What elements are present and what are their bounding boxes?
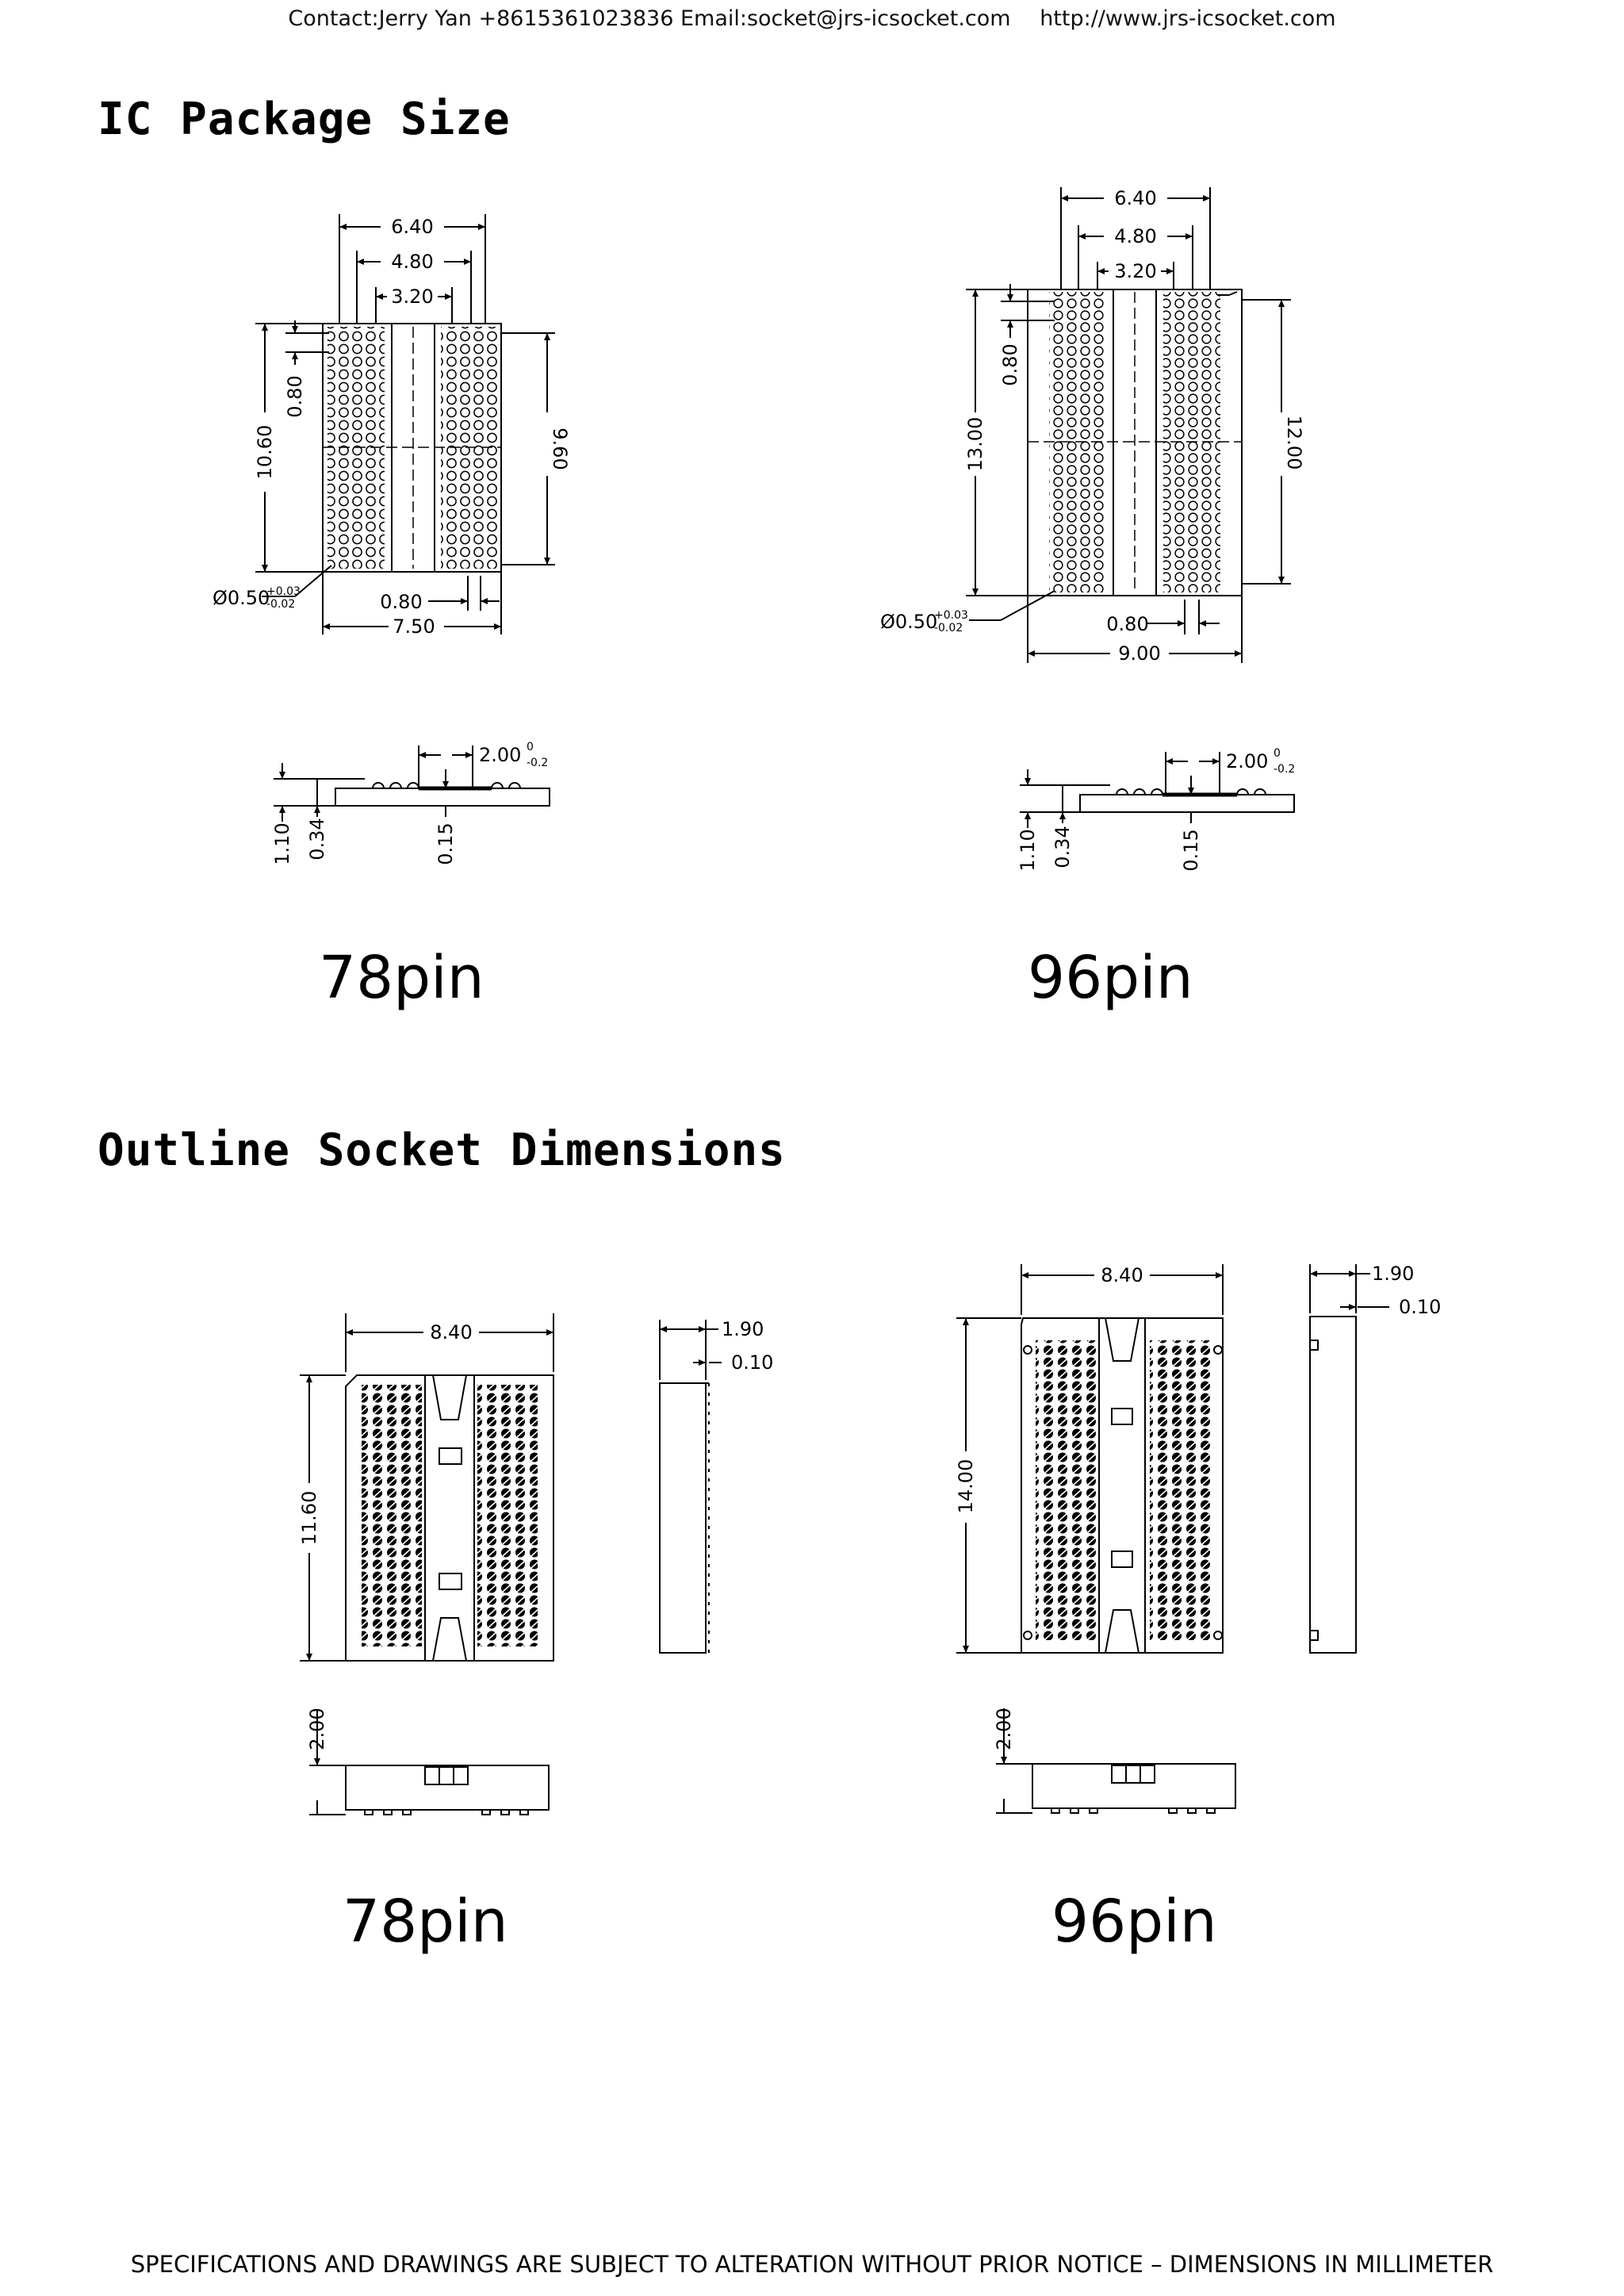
socket-96-bottom-labels <box>993 1708 1015 1750</box>
package-78-top-view <box>255 214 555 634</box>
dim-96-pitch-v: 0.80 <box>999 343 1021 386</box>
dim-96-pitch-h: 0.80 <box>1106 613 1149 635</box>
socket-96-top-view <box>956 1264 1223 1653</box>
dim-s78-height: 11.60 <box>298 1490 320 1546</box>
dim-s96-side-h: 2.00 <box>993 1708 1015 1750</box>
dim-96-side-gap: 0.15 <box>1180 829 1202 872</box>
socket-dimensions-title: Outline Socket Dimensions <box>98 1125 786 1176</box>
dim-s78-offset: 0.10 <box>731 1351 774 1374</box>
dim-78-height: 10.60 <box>254 424 276 480</box>
dim-96-side-span: 2.00 <box>1226 750 1269 772</box>
package-size-title: IC Package Size <box>98 94 511 145</box>
dim-s78-side-h: 2.00 <box>306 1708 328 1750</box>
package-96-label: 96pin <box>1028 944 1193 1012</box>
socket-78-top-view <box>300 1313 553 1661</box>
dim-78-ball-dia: Ø0.50 <box>213 587 270 609</box>
socket-78-side-labels <box>722 1318 773 1374</box>
dim-96-w-inner: 3.20 <box>1114 260 1157 282</box>
dim-96-grid-h: 12.00 <box>1283 415 1305 470</box>
socket-96-label: 96pin <box>1051 1888 1217 1956</box>
socket-78-label: 78pin <box>343 1888 508 1956</box>
dim-s96-height: 14.00 <box>955 1458 977 1514</box>
dim-s78-width: 8.40 <box>430 1321 473 1343</box>
dim-78-w-inner: 3.20 <box>391 286 434 308</box>
dim-s96-width: 8.40 <box>1101 1264 1143 1286</box>
dim-78-side-tol-plus: 0 <box>527 741 534 753</box>
socket-78-side-profile <box>660 1320 722 1653</box>
dim-78-pitch-h: 0.80 <box>380 591 423 613</box>
dim-96-ball-tol-minus: -0.02 <box>934 622 963 634</box>
socket-78-bottom-profile <box>309 1710 549 1815</box>
dim-78-width: 7.50 <box>393 615 435 638</box>
dim-96-w-outer: 6.40 <box>1114 187 1157 209</box>
dim-78-pitch-v: 0.80 <box>284 375 306 418</box>
dim-96-height: 13.00 <box>964 416 986 472</box>
dim-s96-offset: 0.10 <box>1399 1296 1442 1318</box>
website-link[interactable]: http://www.jrs-icsocket.com <box>1040 6 1336 31</box>
socket-96-bottom-profile <box>996 1708 1235 1813</box>
package-96-top-view <box>966 187 1291 663</box>
dim-96-ball-dia: Ø0.50 <box>880 611 938 633</box>
package-78-label: 78pin <box>319 944 485 1012</box>
package-96-side-labels <box>1017 747 1295 872</box>
footer-notice: SPECIFICATIONS AND DRAWINGS ARE SUBJECT TO ALTERATION WITHOUT PRIOR NOTICE – DIMENSIONS IN MILLIMETER <box>130 2251 1494 2278</box>
contact-info: Contact:Jerry Yan +8615361023836 Email:socket@jrs-icsocket.com <box>288 6 1011 31</box>
dim-78-side-span: 2.00 <box>479 744 522 766</box>
dim-78-grid-h: 9.60 <box>549 427 571 470</box>
dim-78-ball-tol-plus: +0.03 <box>266 585 301 598</box>
dim-96-width: 9.00 <box>1118 642 1161 665</box>
dim-78-side-gap: 0.15 <box>435 822 457 865</box>
package-78-side-labels <box>271 741 548 865</box>
dim-78-side-h: 1.10 <box>271 822 293 865</box>
dim-96-side-h: 1.10 <box>1017 829 1039 872</box>
socket-96-side-profile <box>1310 1264 1389 1653</box>
dim-96-w-mid: 4.80 <box>1114 225 1157 247</box>
dim-96-side-ball: 0.34 <box>1051 826 1074 868</box>
dim-78-ball-tol-minus: -0.02 <box>266 598 296 611</box>
dim-96-side-tol-plus: 0 <box>1274 747 1281 760</box>
socket-78-bottom-labels <box>306 1708 328 1750</box>
socket-96-side-labels <box>1372 1263 1441 1318</box>
dim-96-side-tol-minus: -0.2 <box>1274 763 1296 776</box>
dim-78-w-mid: 4.80 <box>391 251 434 273</box>
dim-78-w-outer: 6.40 <box>391 216 434 238</box>
dim-78-side-tol-minus: -0.2 <box>527 757 549 769</box>
dim-s78-depth: 1.90 <box>722 1318 764 1340</box>
dim-s96-depth: 1.90 <box>1372 1263 1415 1285</box>
dim-96-ball-tol-plus: +0.03 <box>934 609 968 622</box>
dim-78-side-ball: 0.34 <box>306 818 328 861</box>
